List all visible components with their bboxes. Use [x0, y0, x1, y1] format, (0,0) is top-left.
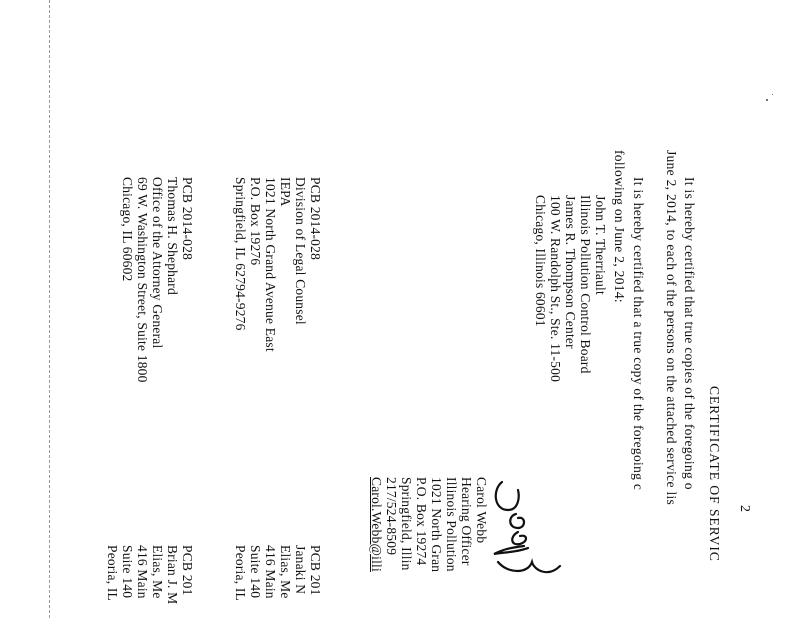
address-block-pollution-control-board: [533, 195, 608, 382]
address-line: 416 Main: [263, 545, 278, 599]
address-line: PCB 201: [180, 545, 195, 596]
address-line: Suite 140: [248, 545, 263, 599]
address-line: P.O. Box 19274: [414, 477, 429, 566]
address-block-attorney-general: [120, 177, 195, 383]
address-line: Chicago, IL 60602: [120, 177, 135, 282]
address-line: 1021 North Gran: [429, 477, 444, 573]
address-line: Peoria, IL: [233, 545, 248, 601]
address-line: 416 Main: [135, 545, 150, 599]
scan-speck: [766, 99, 768, 101]
paragraph-2-line-1: It is hereby certified that a true copy of the foregoing c: [631, 177, 646, 491]
address-line: 100 W. Randolph St., Ste. 11-500: [548, 195, 563, 383]
address-line: P.O. Box 19276: [248, 177, 263, 266]
address-line: PCB 2014-028: [308, 177, 323, 261]
address-block-iepa: [233, 177, 323, 352]
paragraph-1-line-2: June 2, 2014, to each of the persons on the attached service lis: [664, 150, 679, 506]
address-line: Janaki N: [293, 545, 308, 595]
address-line: Division of Legal Counsel: [293, 177, 308, 325]
certificate-title: CERTIFICATE OF SERVIC: [707, 386, 722, 562]
address-line: Springfield, IL 62794-9276: [233, 177, 248, 331]
page-number: 2: [737, 505, 752, 512]
address-line: Elias, Me: [278, 545, 293, 599]
address-line: Carol Webb: [474, 477, 489, 544]
address-line: PCB 2014-028: [180, 177, 195, 261]
address-line: Springfield, Illin: [399, 477, 414, 571]
address-line: Illinois Pollution: [444, 477, 459, 572]
scan-speck: [772, 94, 773, 95]
address-line: 1021 North Grand Avenue East: [263, 177, 278, 352]
address-line: Illinois Pollution Control Board: [578, 195, 593, 374]
address-line: Thomas H. Shephard: [165, 177, 180, 295]
paragraph-1-line-1: It is hereby certified that true copies of the foregoing o: [682, 177, 697, 490]
address-block-brian: [105, 545, 195, 604]
address-line: PCB 201: [308, 545, 323, 596]
address-block-nijman: [233, 545, 323, 601]
address-line: Brian J. M: [165, 545, 180, 605]
address-block-hearing-officer: [369, 477, 489, 572]
scan-margin-line: [49, 0, 50, 618]
address-line: James R. Thompson Center: [563, 195, 578, 349]
address-line: 217/524-8509: [384, 477, 399, 556]
handwritten-signature: [488, 470, 574, 582]
email-link[interactable]: Carol.Webb@illi: [369, 477, 384, 572]
paragraph-2-line-2: following on June 2, 2014:: [612, 150, 627, 303]
address-line: Chicago, Illinois 60601: [533, 195, 548, 327]
address-line: Peoria, IL: [105, 545, 120, 601]
address-line: IEPA: [278, 177, 293, 207]
address-line: John T. Therriault: [593, 195, 608, 295]
address-line: Suite 140: [120, 545, 135, 599]
address-line: 69 W. Washington Street, Suite 1800: [135, 177, 150, 383]
address-line: Hearing Officer: [459, 477, 474, 566]
address-line: Office of the Attorney General: [150, 177, 165, 349]
address-line: Elias, Me: [150, 545, 165, 599]
